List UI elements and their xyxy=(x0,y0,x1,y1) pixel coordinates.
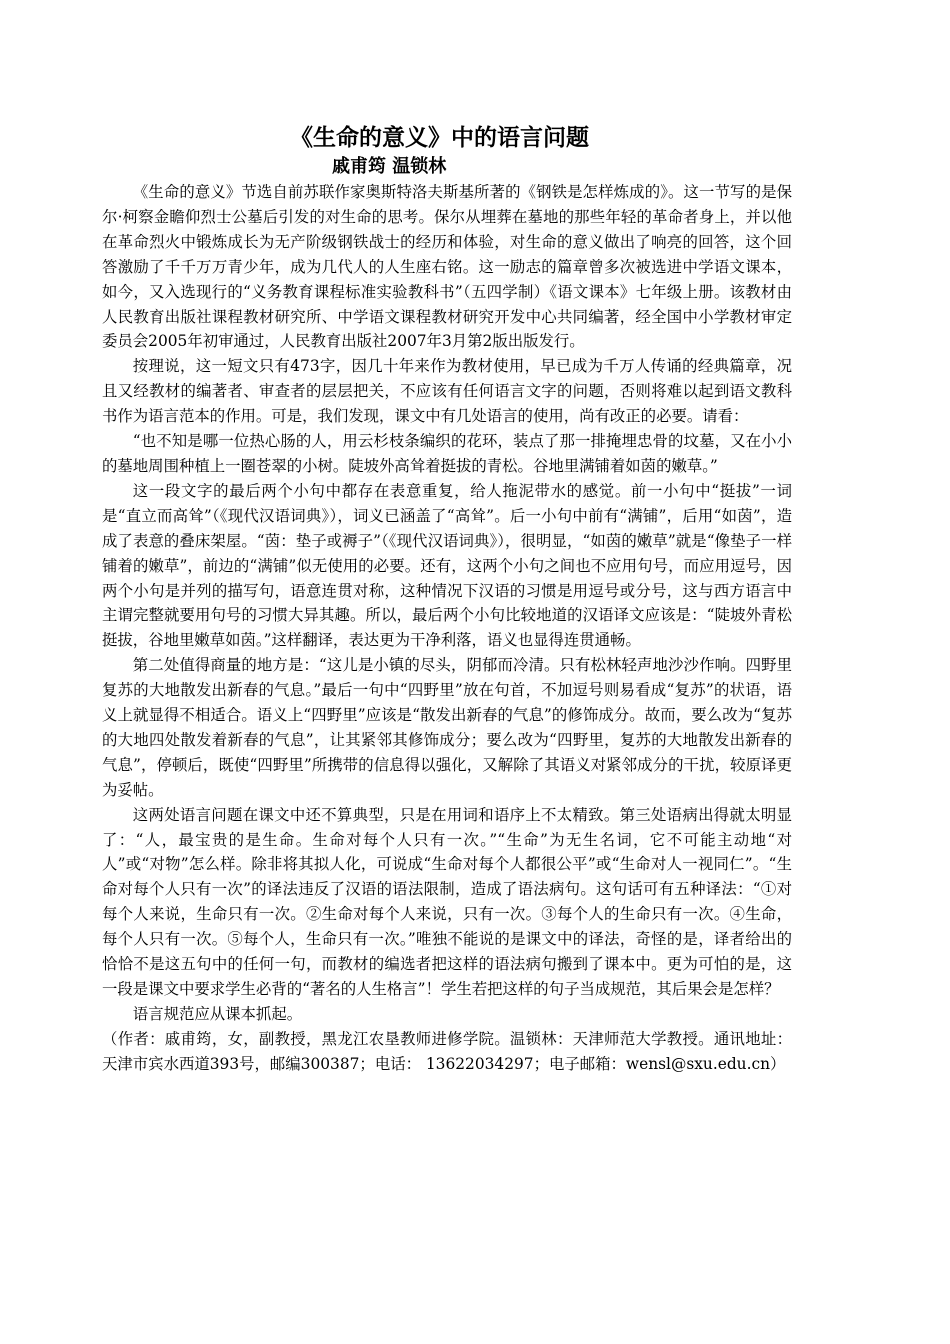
paragraph-argument: 按理说，这一短文只有473字，因几十年来作为教材使用，早已成为千万人传诵的经典篇章，况且又经教材的编著者、审查者的层层把关，不应该有任何语言文字的问题，否则将难以起到语文教科书作为语言范本的作用。可是，我们发现，课文中有几处语言的使用，尚有改正的必要。请看： xyxy=(102,357,792,426)
document-page xyxy=(102,122,792,1077)
article-authors: 戚甫筠 温锁林 xyxy=(332,156,447,177)
paragraph-intro: 《生命的意义》节选自前苏联作家奥斯特洛夫斯基所著的《钢铁是怎样炼成的》。这一节写的是保尔·柯察金瞻仰烈士公墓后引发的对生命的思考。保尔从埋葬在墓地的那些年轻的革命者身上，并以他在革命烈火中锻炼成长为无产阶级钢铁战士的经历和体验，对生命的意义做出了响亮的回答，这个回答激励了千千万万青少年，成为几代人的人生座右铭。这一励志的篇章曾多次被选进中学语文课本，如今，又入选现行的“义务教育课程标准实验教科书”（五四学制）《语文课本》七年级上册。该教材由人民教育出版社课程教材研究所、中学语文课程教材研究开发中心共同编著，经全国中小学教材审定委员会2005年初审通过，人民教育出版社2007年3月第2版出版发行。 xyxy=(102,183,792,351)
paragraph-conclusion: 语言规范应从课本抓起。 xyxy=(132,1004,303,1023)
paragraph-third-issue: 这两处语言问题在课文中还不算典型，只是在用词和语序上不太精致。第三处语病出得就太明显了：“人，最宝贵的是生命。生命对每个人只有一次。”“生命”为无生名词，它不可能主动地“对人”或“对物”怎么样。除非将其拟人化，可说成“生命对每个人都很公平”或“生命对人一视同仁”。“生命对每个人只有一次”的译法违反了汉语的语法限制，造成了语法病句。这句话可有五种译法：“①对每个人来说，生命只有一次。②生命对每个人来说，只有一次。③每个人的生命只有一次。④生命，每个人只有一次。⑤每个人，生命只有一次。”唯独不能说的是课文中的译法，奇怪的是，译者给出的恰恰不是这五句中的任何一句，而教材的编选者把这样的语法病句搬到了课本中。更为可怕的是，这一段是课文中要求学生必背的“著名的人生格言”！学生若把这样的句子当成规范，其后果会是怎样？ xyxy=(102,805,792,998)
paragraph-quote: “也不知是哪一位热心肠的人，用云杉枝条编织的花环，装点了那一排掩埋忠骨的坟墓，又在小小的墓地周围种植上一圈苍翠的小树。陡坡外高耸着挺拔的青松。谷地里满铺着如茵的嫩草。” xyxy=(102,432,792,475)
paragraph-second-issue: 第二处值得商量的地方是：“这儿是小镇的尽头，阴郁而冷清。只有松林轻声地沙沙作响。四野里复苏的大地散发出新春的气息。”最后一句中“四野里”放在句首，不加逗号则易看成“复苏”的状语，语义上就显得不相适合。语义上“四野里”应该是“散发出新春的气息”的修饰成分。故而，要么改为“复苏的大地四处散发着新春的气息”，让其紧邻其修饰成分；要么改为“四野里，复苏的大地散发出新春的气息”，停顿后，既使“四野里”所携带的信息得以强化，又解除了其语义对紧邻成分的干扰，较原译更为妥帖。 xyxy=(102,656,792,799)
article-title: 《生命的意义》中的语言问题 xyxy=(290,125,589,151)
article-body xyxy=(102,180,792,1077)
paragraph-first-issue: 这一段文字的最后两个小句中都存在表意重复，给人拖泥带水的感觉。前一小句中“挺拔”一词是“直立而高耸”（《现代汉语词典》），词义已涵盖了“高耸”。后一小句中前有“满铺”，后用“如茵”，造成了表意的叠床架屋。“茵：垫子或褥子”（《现代汉语词典》），很明显，“如茵的嫩草”就是“像垫子一样铺着的嫩草”，前边的“满铺”似无使用的必要。还有，这两个小句之间也不应用句号，而应用逗号，因两个小句是并列的描写句，语意连贯对称，这种情况下汉语的习惯是用逗号或分号，这与西方语言中主谓完整就要用句号的习惯大异其趣。所以，最后两个小句比较地道的汉语译文应该是：“陡坡外青松挺拔，谷地里嫩草如茵。”这样翻译，表达更为干净利落，语义也显得连贯通畅。 xyxy=(102,481,792,650)
author-note: （作者：戚甫筠，女，副教授，黑龙江农垦教师进修学院。温锁林：天津师范大学教授。通讯地址：天津市宾水西道393号，邮编300387；电话： 13622034297；电子邮箱：wensl@sxu.edu.cn） xyxy=(102,1029,792,1073)
